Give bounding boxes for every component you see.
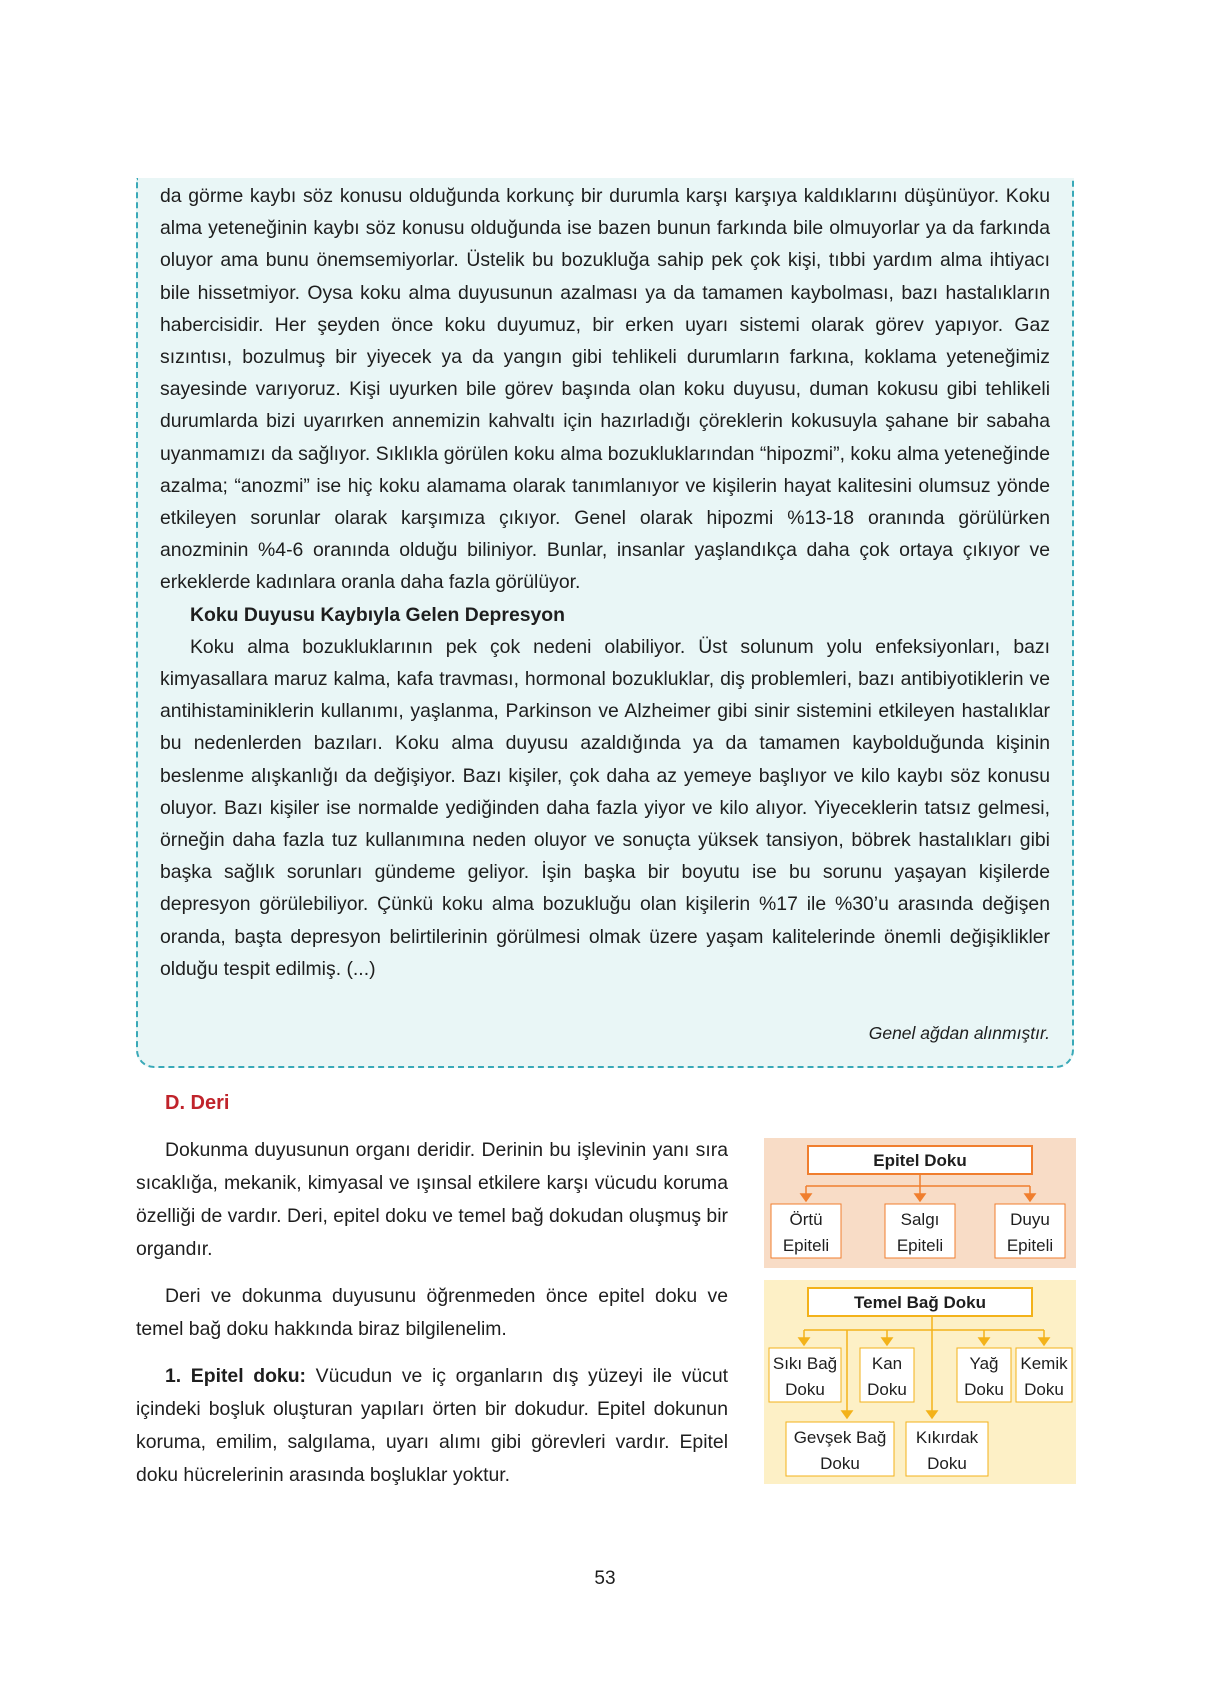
bag-item-label: Kıkırdak bbox=[915, 1428, 979, 1447]
epitel-item-label: Epiteli bbox=[782, 1236, 830, 1255]
bag-item-label: Yağ bbox=[969, 1354, 999, 1373]
body-paragraph: Dokunma duyusunun organı deridir. Derinin bu işlevinin yanı sıra sıcaklığa, mekanik, kimyasal ve ışınsal etkilere karşı vücudu koruma özelliği de vardır. Deri, epitel doku ve temel bağ dokudan oluşmuş bir organdır. bbox=[136, 1139, 728, 1260]
bag-item-label: Gevşek Bağ bbox=[793, 1428, 887, 1447]
epitel-item-label: Epiteli bbox=[1006, 1236, 1054, 1255]
term-label: 1. Epitel doku: bbox=[165, 1365, 307, 1387]
epitel-item-label: Epiteli bbox=[896, 1236, 944, 1255]
source-note: Genel ağdan alınmıştır. bbox=[868, 1023, 1050, 1043]
epitel-title: Epitel Doku bbox=[873, 1151, 967, 1170]
bag-item-label: Doku bbox=[867, 1380, 907, 1399]
body-paragraph: Deri ve dokunma duyusunu öğrenmeden önce epitel doku ve temel bağ doku hakkında biraz bilgilenelim. bbox=[136, 1285, 728, 1340]
reading-paragraph: Koku alma bozukluklarının pek çok nedeni olabiliyor. Üst solunum yolu enfeksiyonları, bazı kimyasallara maruz kalma, kafa travması, hormonal bozukluklar, diş problemleri, bazı antibiyotiklerin ve antihistaminiklerin kullanımı, yaşlanma, Parkinson ve Alzheimer gibi sinir sistemini etkileyen hastalıklar bu nedenlerden bazıları. Koku alma duyusu azaldığında ya da tamamen kaybolduğunda kişinin beslenme alışkanlığı da değişiyor. Bazı kişiler, çok daha az yemeye başlıyor ve kilo kaybı söz konusu oluyor. Bazı kişiler ise normalde yediğinden daha fazla yiyor ve kilo alıyor. Yiyeceklerin tatsız gelmesi, örneğin daha fazla tuz kullanımına neden oluyor ve sonuçta yüksek tansiyon, böbrek hastalıkları gibi başka sağlık sorunları gündeme geliyor. İşin başka bir boyutu ise bu sorunu yaşayan kişilerde depresyon görülebiliyor. Çünkü koku alma bozukluğu olan kişilerin %17 ile %30’u arasında değişen oranda, başta depresyon belirtilerinin görülmesi olmak üzere yaşam kalitelerinde önemli değişiklikler olduğu tespit edilmiş. (...) bbox=[160, 635, 1050, 980]
bag-item-label: Doku bbox=[785, 1380, 825, 1399]
body-paragraph bbox=[136, 1360, 728, 1492]
term-definition: Vücudun ve iç organların dış yüzeyi ile vücut içindeki boşluk oluşturan yapıları örten bir dokudur. Epitel dokunun koruma, emilim, salgılama, uyarı alımı gibi görevleri vardır. Epitel doku hücrelerinin arasında boşluklar yoktur. bbox=[136, 1365, 728, 1486]
bag-item-label: Kan bbox=[871, 1354, 903, 1373]
page-number: 53 bbox=[594, 1568, 616, 1589]
bag-item-label: Sıkı Bağ bbox=[772, 1354, 838, 1373]
reading-box bbox=[136, 178, 1074, 1068]
tissue-diagram bbox=[764, 1138, 1076, 1484]
section-heading: D. Deri bbox=[165, 1092, 230, 1114]
body-column bbox=[136, 1134, 728, 1506]
bag-item-label: Doku bbox=[820, 1454, 860, 1473]
reading-subheading: Koku Duyusu Kaybıyla Gelen Depresyon bbox=[190, 603, 565, 626]
bag-item-label: Kemik bbox=[1020, 1354, 1068, 1373]
epitel-item-label: Örtü bbox=[789, 1210, 823, 1229]
epitel-item-label: Salgı bbox=[900, 1210, 940, 1229]
bag-item-label: Doku bbox=[964, 1380, 1004, 1399]
bag-item-label: Doku bbox=[1024, 1380, 1064, 1399]
bag-item-label: Doku bbox=[927, 1454, 967, 1473]
bag-title: Temel Bağ Doku bbox=[854, 1293, 986, 1312]
reading-content bbox=[160, 180, 1050, 985]
reading-paragraph: da görme kaybı söz konusu olduğunda korkunç bir durumla karşı karşıya kaldıklarını düşünüyor. Koku alma yeteneğinin kaybı söz konusu olduğunda ise bazen bunun farkında bile olmuyorlar ya da farkında oluyor ama bunu önemsemiyorlar. Üstelik bu bozukluğa sahip pek çok kişi, tıbbi yardım alma ihtiyacı bile hissetmiyor. Oysa koku alma duyusunun azalması ya da tamamen kaybolması, bazı hastalıkların habercisidir. Her şeyden önce koku duyumuz, bir erken uyarı sistemi olarak görev yapıyor. Gaz sızıntısı, bozulmuş bir yiyecek ya da yangın gibi tehlikeli durumların farkına, koklama yeteneğimiz sayesinde varıyoruz. Kişi uyurken bile görev başında olan koku duyusu, duman kokusu gibi tehlikeli durumlarda bizi uyarırken annemizin kahvaltı için hazırladığı çöreklerin kokusuyla şahane bir sabaha uyanmamızı da sağlıyor. Sıklıkla görülen koku alma bozukluklarından “hipozmi”, koku alma yeteneğinde azalma; “anozmi” ise hiç koku alamama olarak tanımlanıyor ve kişilerin hayat kalitesini olumsuz yönde etkileyen sorunlar olarak karşımıza çıkıyor. Genel olarak hipozmi %13-18 oranında görülürken anozminin %4-6 oranında olduğu biliniyor. Bunlar, insanlar yaşlandıkça daha çok ortaya çıkıyor ve erkeklerde kadınlara oranla daha fazla görülüyor. bbox=[160, 185, 1050, 594]
epitel-item-label: Duyu bbox=[1010, 1210, 1050, 1229]
